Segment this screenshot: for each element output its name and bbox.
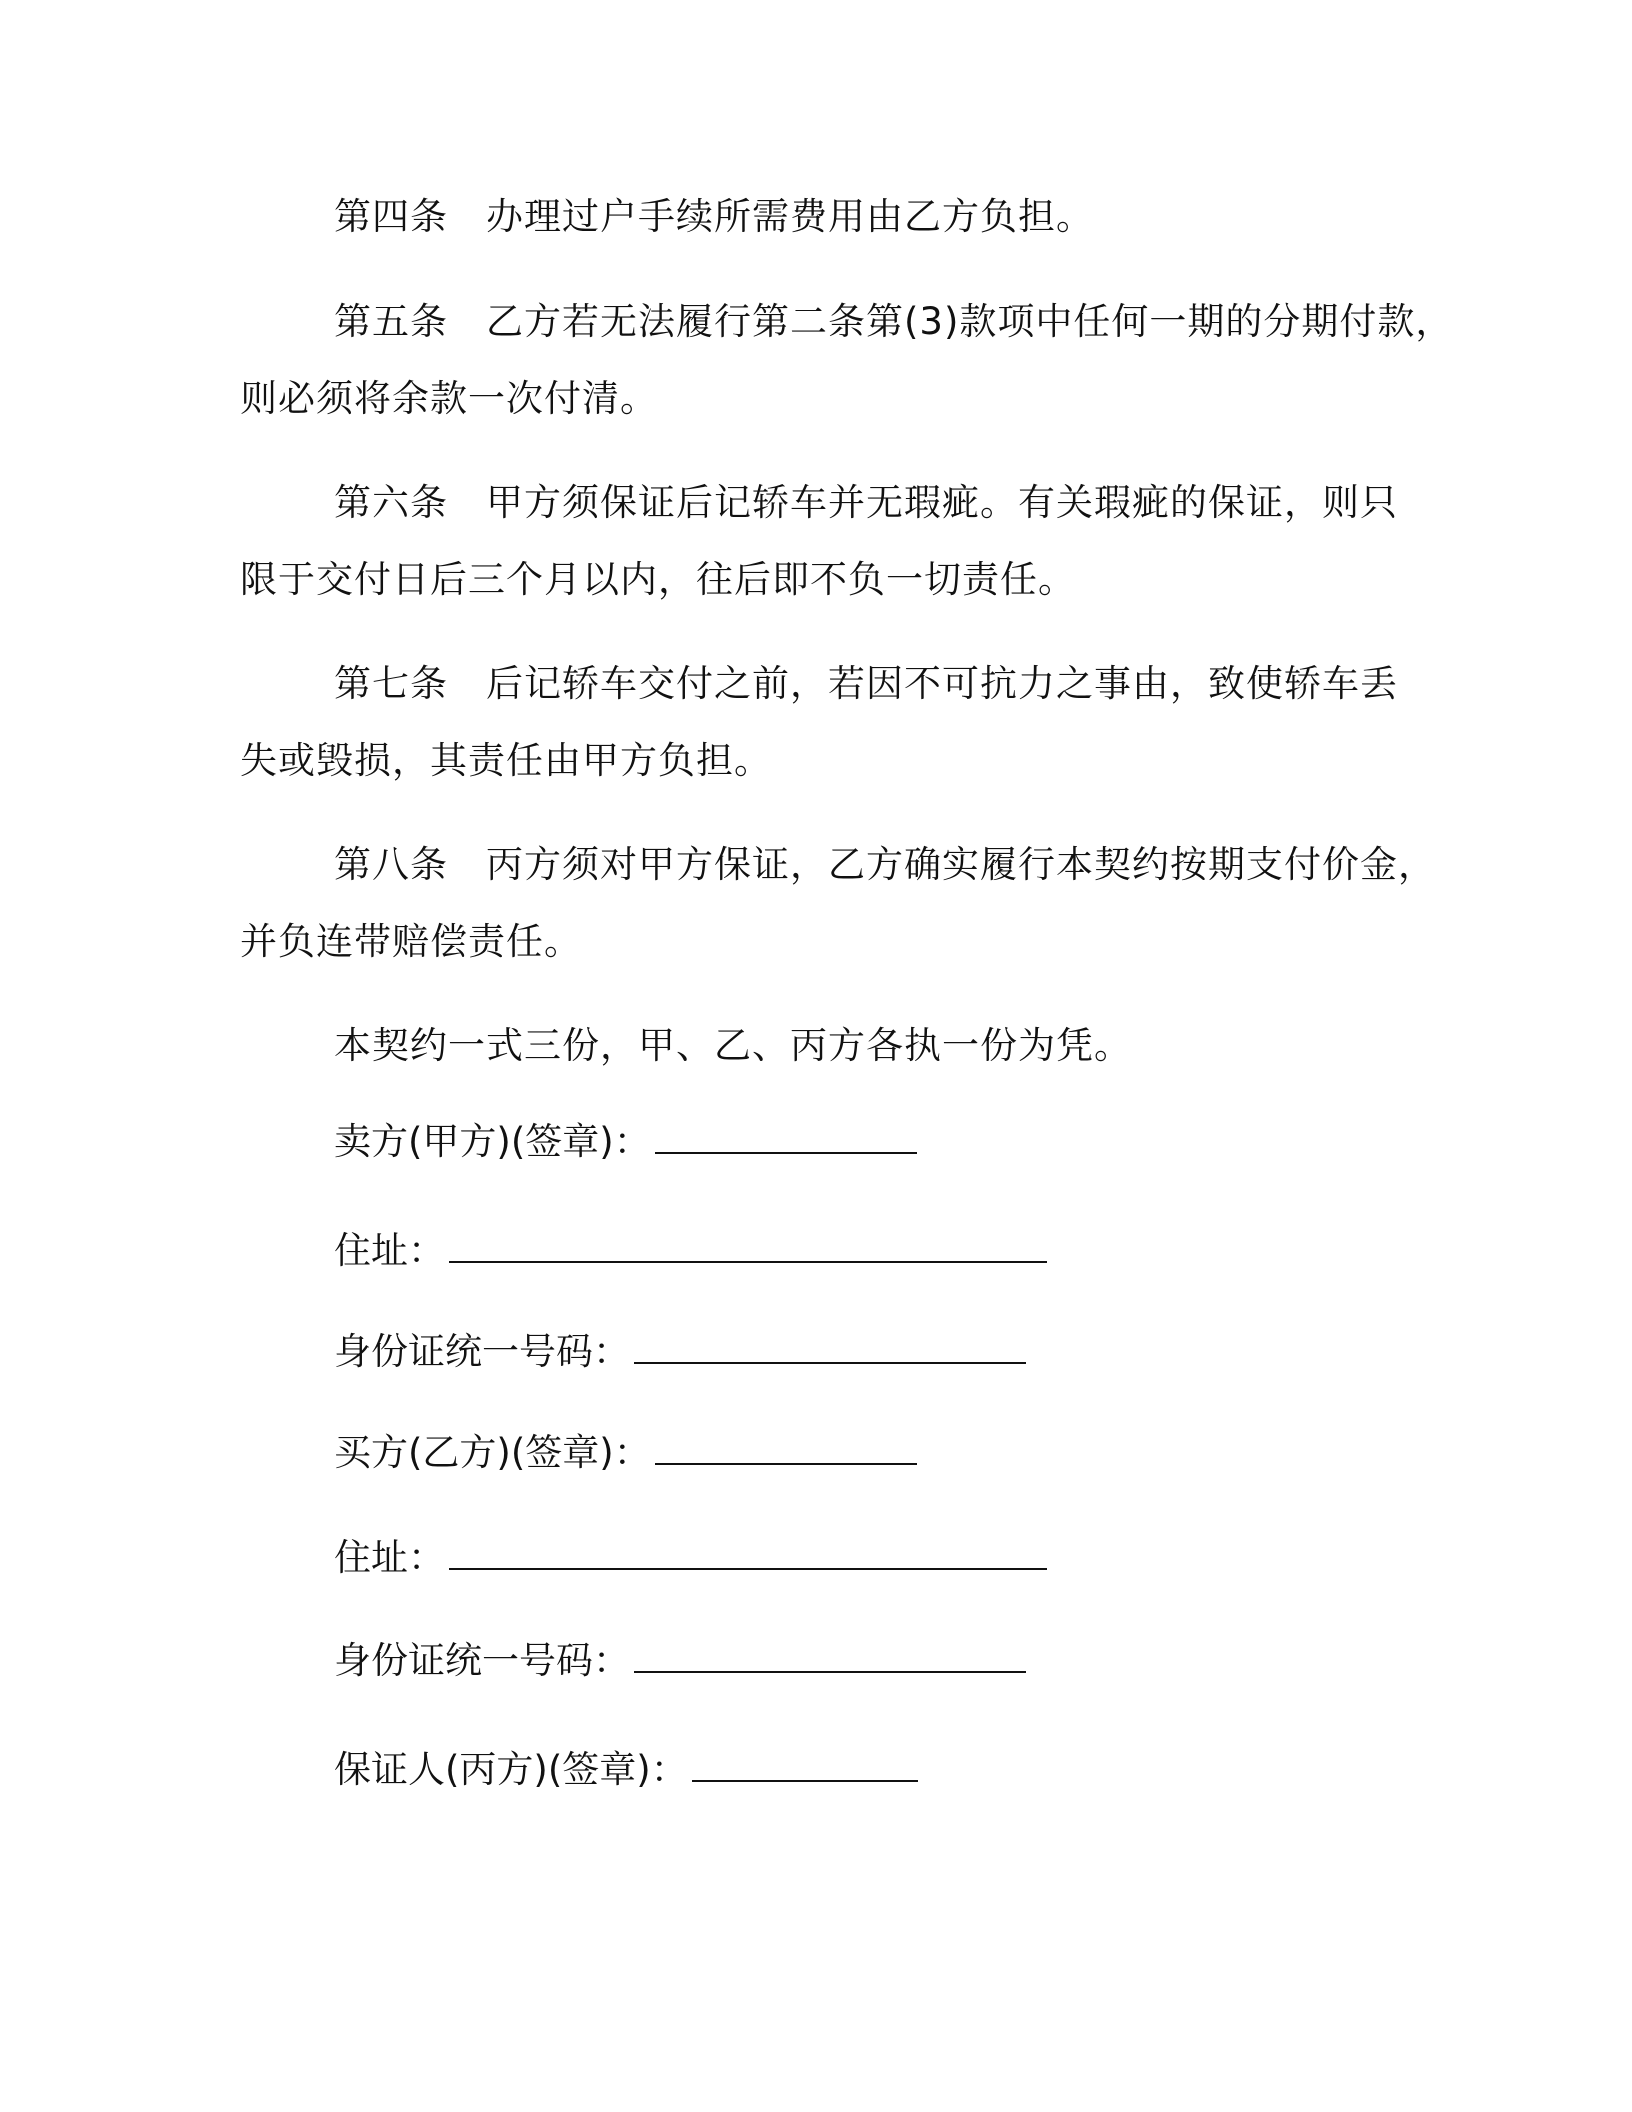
guarantor-signature-field [334,1740,918,1800]
field-label: 卖方(甲方)(签章)： [334,1120,651,1163]
article-4 [240,178,1420,255]
field-label: 买方(乙方)(签章)： [334,1431,651,1474]
address-blank[interactable] [449,1538,1047,1570]
article-line [240,464,1420,541]
signature-blank[interactable] [655,1433,917,1465]
article-text: 乙方若无法履行第二条第(3)款项中任何一期的分期付款， [486,300,1454,343]
id-number-blank[interactable] [634,1332,1026,1364]
article-label: 第四条 [334,195,448,238]
field-label: 住址： [334,1536,445,1579]
buyer-address-field [334,1528,1047,1588]
seller-id-field [334,1322,1026,1382]
article-label: 第六条 [334,481,448,524]
field-label: 住址： [334,1229,445,1272]
field-label: 身份证统一号码： [334,1639,630,1682]
closing-statement [240,1007,1420,1084]
closing-text: 本契约一式三份，甲、乙、丙方各执一份为凭。 [334,1024,1132,1067]
field-label: 身份证统一号码： [334,1330,630,1373]
article-text: 后记轿车交付之前，若因不可抗力之事由，致使轿车丢 [486,662,1398,705]
field-label: 保证人(丙方)(签章)： [334,1748,688,1791]
article-line: 失或毁损，其责任由甲方负担。 [240,739,772,782]
seller-address-field [334,1221,1047,1281]
buyer-signature-field [334,1423,917,1483]
buyer-id-field [334,1631,1026,1691]
article-line [240,283,1454,360]
article-text: 甲方须保证后记轿车并无瑕疵。有关瑕疵的保证，则只 [486,481,1398,524]
article-line [240,178,1420,255]
article-line [240,826,1436,903]
article-label: 第五条 [334,300,448,343]
address-blank[interactable] [449,1231,1047,1263]
id-number-blank[interactable] [634,1641,1026,1673]
article-label: 第八条 [334,843,448,886]
article-8 [240,826,1436,980]
article-5 [240,283,1454,437]
article-label: 第七条 [334,662,448,705]
signature-blank[interactable] [692,1750,918,1782]
article-text: 丙方须对甲方保证，乙方确实履行本契约按期支付价金， [486,843,1436,886]
article-6 [240,464,1420,618]
article-line: 则必须将余款一次付清。 [240,377,658,420]
article-line: 并负连带赔偿责任。 [240,920,582,963]
article-line: 限于交付日后三个月以内，往后即不负一切责任。 [240,558,1076,601]
article-text: 办理过户手续所需费用由乙方负担。 [486,195,1094,238]
article-line [240,645,1420,722]
seller-signature-field [334,1112,917,1172]
article-7 [240,645,1420,799]
signature-blank[interactable] [655,1122,917,1154]
